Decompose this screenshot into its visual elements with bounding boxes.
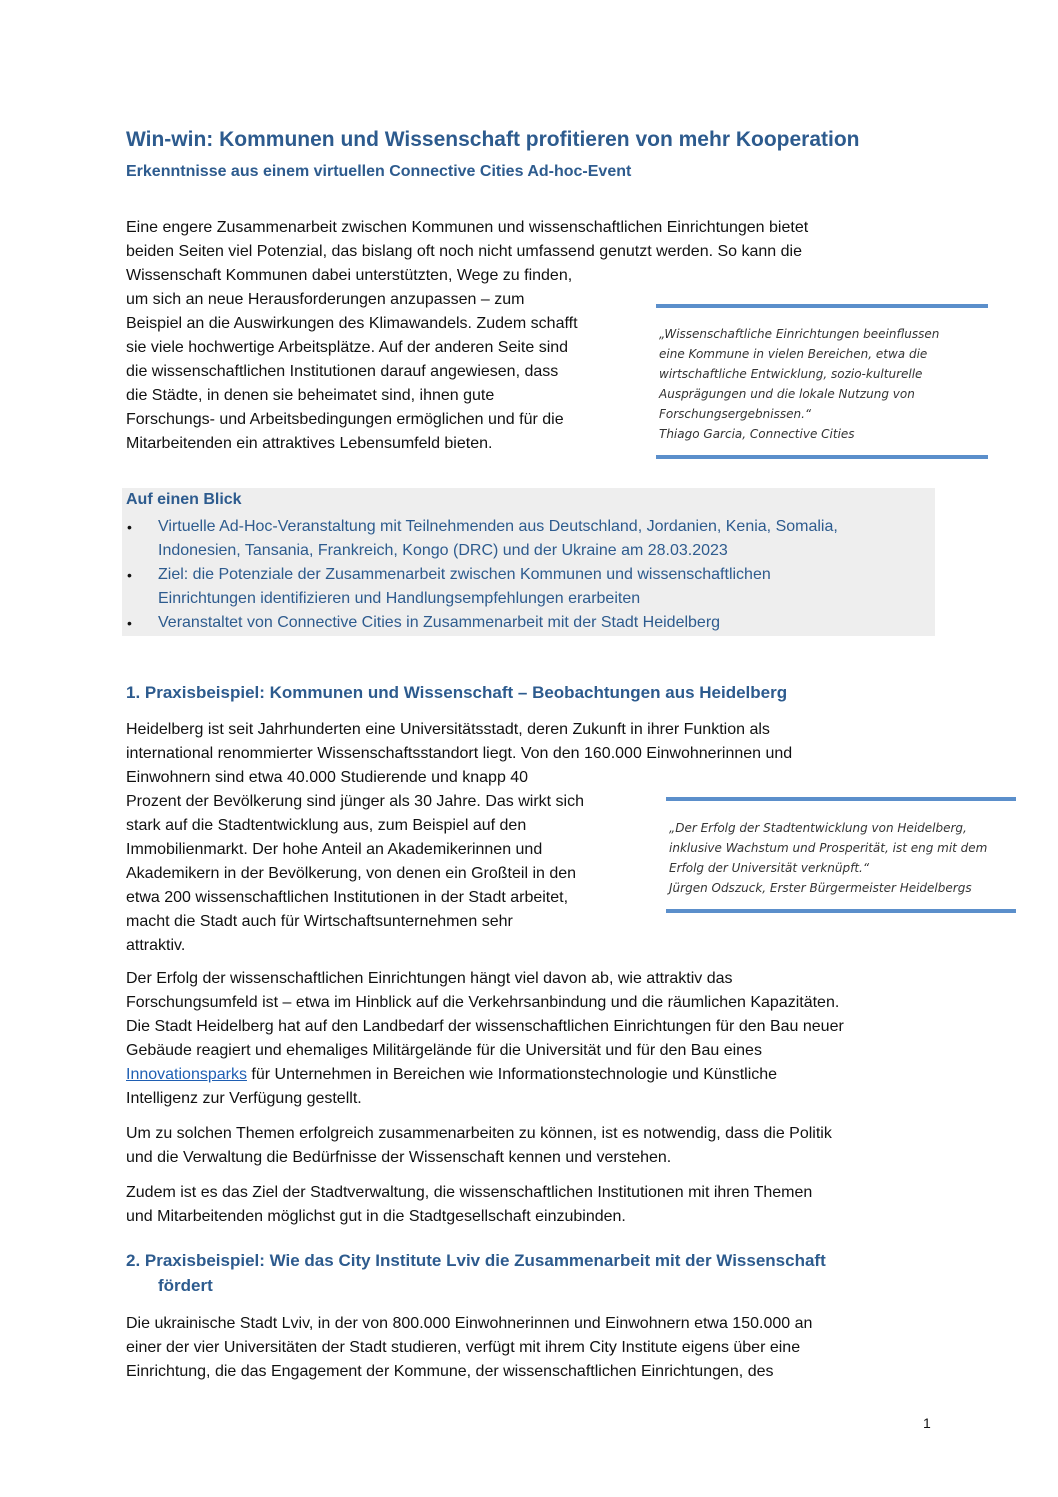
body-line: Intelligenz zur Verfügung gestellt. (126, 1090, 362, 1107)
body-line: Heidelberg ist seit Jahrhunderten eine Universitätsstadt, deren Zukunft in ihrer Funktion als (126, 721, 770, 738)
quote-line: eine Kommune in vielen Bereichen, etwa die (659, 347, 928, 361)
intro-line: die wissenschaftlichen Institutionen darauf angewiesen, dass (126, 363, 559, 380)
body-line (126, 1063, 777, 1087)
glance-item-line: Veranstaltet von Connective Cities in Zusammenarbeit mit der Stadt Heidelberg (158, 614, 721, 631)
glance-item-line: Indonesien, Tansania, Frankreich, Kongo (DRC) und der Ukraine am 28.03.2023 (158, 542, 728, 559)
intro-line: Forschungs- und Arbeitsbedingungen ermöglichen und für die (126, 411, 564, 428)
body-line: etwa 200 wissenschaftlichen Institutionen in der Stadt arbeitet, (126, 889, 569, 906)
body-line: macht die Stadt auch für Wirtschaftsunternehmen sehr (126, 913, 513, 930)
at-a-glance-heading: Auf einen Blick (126, 491, 242, 508)
body-line: Zudem ist es das Ziel der Stadtverwaltung, die wissenschaftlichen Institutionen mit ihren Themen (126, 1184, 813, 1201)
section-2-heading: 2. Praxisbeispiel: Wie das City Institute Lviv die Zusammenarbeit mit der Wissenschaft (126, 1251, 826, 1270)
intro-line: Wissenschaft Kommunen dabei unterstützten, Wege zu finden, (126, 267, 573, 284)
intro-line: Mitarbeitenden ein attraktives Lebensumfeld bieten. (126, 435, 493, 452)
bullet-icon: • (127, 519, 132, 535)
document-subtitle: Erkenntnisse aus einem virtuellen Connective Cities Ad-hoc-Event (126, 163, 632, 180)
quote-bottom-bar (666, 909, 1016, 913)
quote-top-bar (656, 304, 988, 308)
quote-top-bar (666, 797, 1016, 801)
body-line: Einrichtung, die das Engagement der Kommune, der wissenschaftlichen Einrichtungen, des (126, 1363, 774, 1380)
glance-item-line: Ziel: die Potenziale der Zusammenarbeit zwischen Kommunen und wissenschaftlichen (158, 566, 771, 583)
body-line: Akademikern in der Bevölkerung, von denen ein Großteil in den (126, 865, 577, 882)
page-number: 1 (923, 1415, 931, 1431)
intro-line: Eine engere Zusammenarbeit zwischen Kommunen und wissenschaftlichen Einrichtungen bietet (126, 219, 809, 236)
quote-bottom-bar (656, 455, 988, 459)
quote-author: Thiago Garcia, Connective Cities (659, 427, 855, 441)
intro-line: sie viele hochwertige Arbeitsplätze. Auf der anderen Seite sind (126, 339, 569, 356)
bullet-icon: • (127, 567, 132, 583)
document-title: Win-win: Kommunen und Wissenschaft profitieren von mehr Kooperation (126, 128, 860, 151)
quote-line: inklusive Wachstum und Prosperität, ist eng mit dem (669, 841, 988, 855)
body-line: und Mitarbeitenden möglichst gut in die Stadtgesellschaft einzubinden. (126, 1208, 626, 1225)
quote-author: Jürgen Odszuck, Erster Bürgermeister Heidelbergs (669, 881, 972, 895)
quote-line: „Der Erfolg der Stadtentwicklung von Heidelberg, (669, 821, 967, 835)
intro-line: um sich an neue Herausforderungen anzupassen – zum (126, 291, 525, 308)
body-line: Der Erfolg der wissenschaftlichen Einrichtungen hängt viel davon ab, wie attraktiv das (126, 970, 733, 987)
quote-line: „Wissenschaftliche Einrichtungen beeinflussen (659, 327, 940, 341)
body-line: Forschungsumfeld ist – etwa im Hinblick auf die Verkehrsanbindung und die räumlichen Kapazitäten. (126, 994, 840, 1011)
intro-line: Beispiel an die Auswirkungen des Klimawandels. Zudem schafft (126, 315, 578, 332)
body-line: Gebäude reagiert und ehemaliges Militärgelände für die Universität und für den Bau eines (126, 1042, 762, 1059)
quote-line: Forschungsergebnissen.“ (659, 407, 812, 421)
innovationsparks-link[interactable]: Innovationsparks (126, 1066, 247, 1083)
body-line: und die Verwaltung die Bedürfnisse der Wissenschaft kennen und verstehen. (126, 1149, 672, 1166)
glance-item-line: Einrichtungen identifizieren und Handlungsempfehlungen erarbeiten (158, 590, 641, 607)
intro-line: die Städte, in denen sie beheimatet sind, ihnen gute (126, 387, 495, 404)
body-line: einer der vier Universitäten der Stadt studieren, verfügt mit ihrem City Institute eigens über eine (126, 1339, 801, 1356)
section-1-heading: 1. Praxisbeispiel: Kommunen und Wissenschaft – Beobachtungen aus Heidelberg (126, 683, 788, 702)
quote-line: Erfolg der Universität verknüpft.“ (669, 861, 870, 875)
body-line: attraktiv. (126, 937, 186, 954)
intro-line: beiden Seiten viel Potenzial, das bislang oft noch nicht umfassend genutzt werden. So kann die (126, 243, 802, 260)
body-line: Immobilienmarkt. Der hohe Anteil an Akademikerinnen und (126, 841, 543, 858)
bullet-icon: • (127, 615, 132, 631)
body-line: Die Stadt Heidelberg hat auf den Landbedarf der wissenschaftlichen Einrichtungen für den Bau neuer (126, 1018, 844, 1035)
body-line: stark auf die Stadtentwicklung aus, zum Beispiel auf den (126, 817, 527, 834)
body-line: Prozent der Bevölkerung sind jünger als 30 Jahre. Das wirkt sich (126, 793, 584, 810)
body-text: für Unternehmen in Bereichen wie Informationstechnologie und Künstliche (246, 1066, 778, 1083)
section-2-heading-continued: fördert (158, 1276, 213, 1295)
quote-line: Ausprägungen und die lokale Nutzung von (659, 387, 915, 401)
glance-item-line: Virtuelle Ad-Hoc-Veranstaltung mit Teilnehmenden aus Deutschland, Jordanien, Kenia, Somalia, (158, 518, 838, 535)
body-line: international renommierter Wissenschaftsstandort liegt. Von den 160.000 Einwohnerinnen und (126, 745, 793, 762)
body-line: Um zu solchen Themen erfolgreich zusammenarbeiten zu können, ist es notwendig, dass die Politik (126, 1125, 832, 1142)
body-line: Die ukrainische Stadt Lviv, in der von 800.000 Einwohnerinnen und Einwohnern etwa 150.000 an (126, 1315, 813, 1332)
quote-line: wirtschaftliche Entwicklung, sozio-kulturelle (659, 367, 923, 381)
body-line: Einwohnern sind etwa 40.000 Studierende und knapp 40 (126, 769, 529, 786)
